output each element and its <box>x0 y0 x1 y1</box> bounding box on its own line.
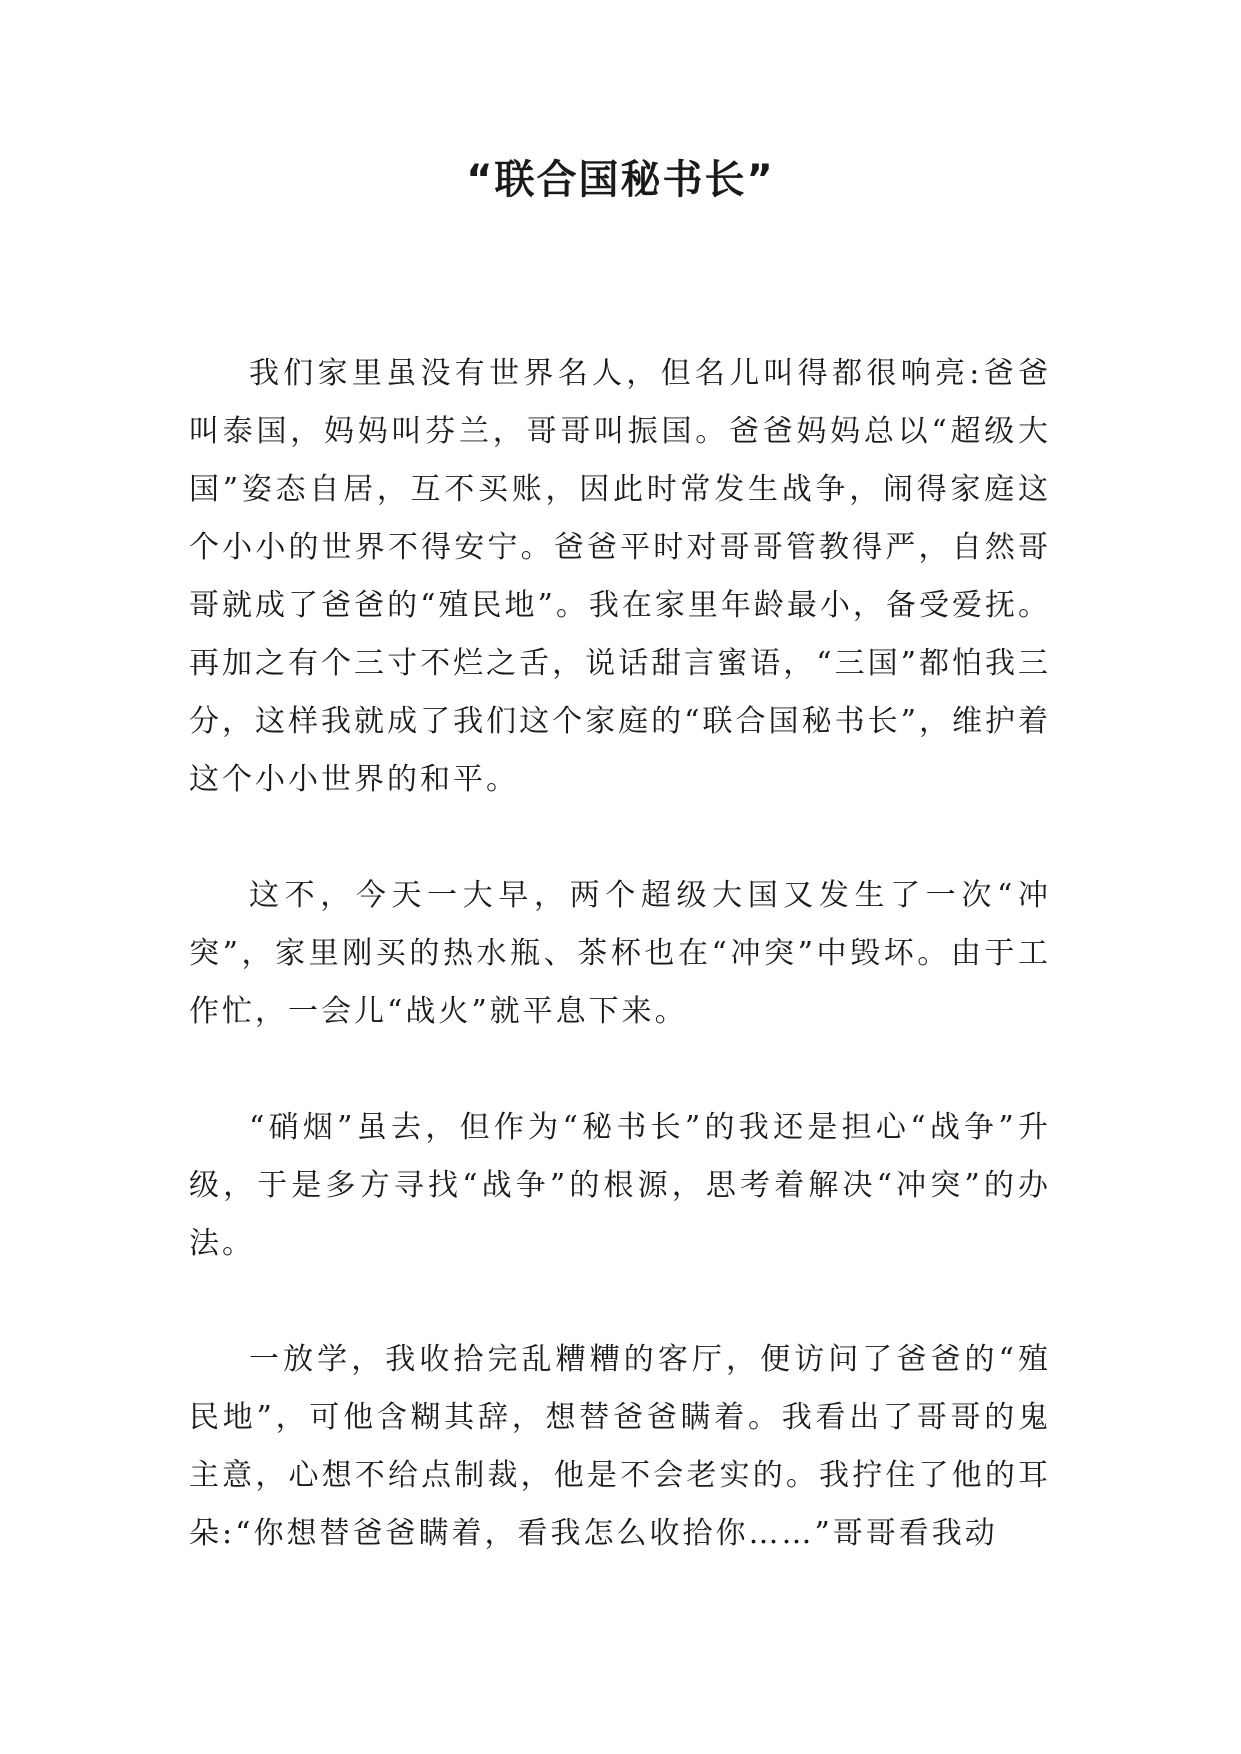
paragraph-2: 这不，今天一大早，两个超级大国又发生了一次“冲突”，家里刚买的热水瓶、茶杯也在“冲突”中毁坏。由于工作忙，一会儿“战火”就平息下来。 <box>189 878 1051 1029</box>
document-body <box>189 345 1051 1621</box>
document-title: “联合国秘书长” <box>466 157 775 203</box>
paragraph-1: 我们家里虽没有世界名人，但名儿叫得都很响亮:爸爸叫泰国，妈妈叫芬兰，哥哥叫振国。爸爸妈妈总以“超级大国”姿态自居，互不买账，因此时常发生战争，闹得家庭这个小小的世界不得安宁。爸爸平时对哥哥管教得严，自然哥哥就成了爸爸的“殖民地”。我在家里年龄最小，备受爱抚。再加之有个三寸不烂之舌，说话甜言蜜语，“三国”都怕我三分，这样我就成了我们这个家庭的“联合国秘书长”，维护着这个小小世界的和平。 <box>189 356 1051 797</box>
paragraph-4: 一放学，我收拾完乱糟糟的客厅，便访问了爸爸的“殖民地”，可他含糊其辞，想替爸爸瞒着。我看出了哥哥的鬼主意，心想不给点制裁，他是不会老实的。我拧住了他的耳朵:“你想替爸爸瞒着，看我怎么收拾你……”哥哥看我动 <box>189 1342 1051 1551</box>
paragraph-3: “硝烟”虽去，但作为“秘书长”的我还是担心“战争”升级，于是多方寻找“战争”的根源，思考着解决“冲突”的办法。 <box>189 1110 1051 1261</box>
